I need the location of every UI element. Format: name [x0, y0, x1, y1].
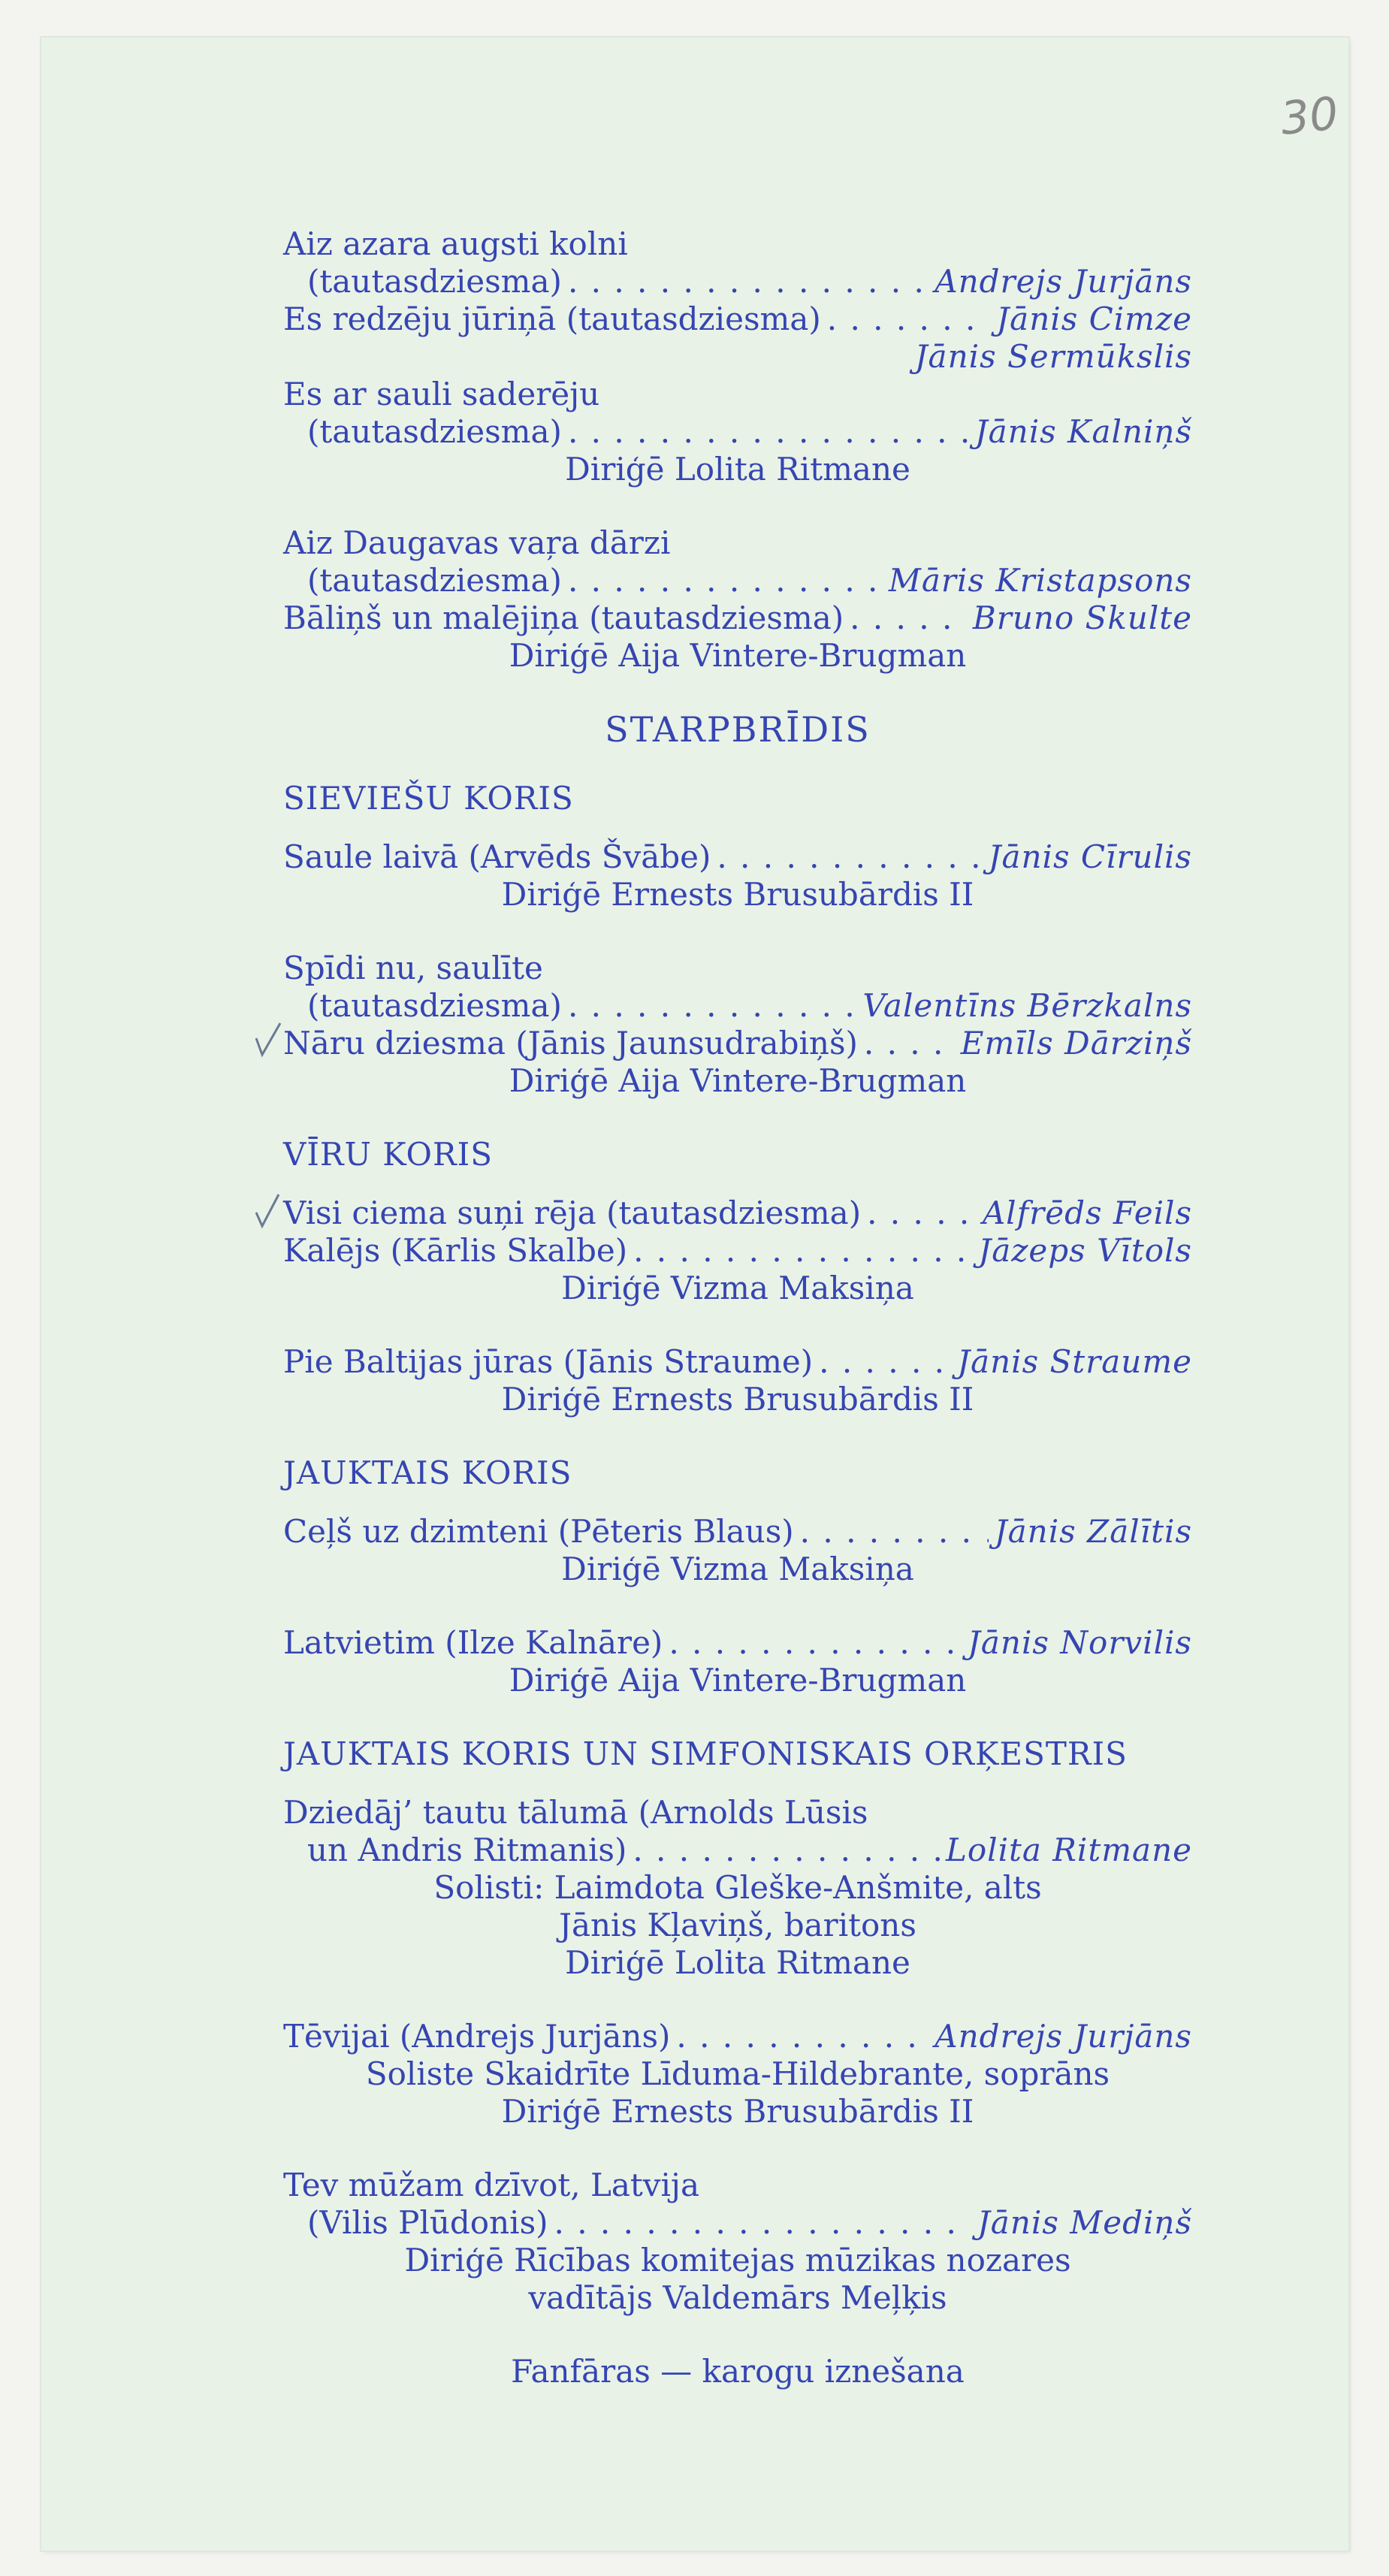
composer: Jānis Zālītis — [994, 1513, 1192, 1550]
leader-dots — [827, 300, 991, 338]
composer: Jānis Cimze — [996, 300, 1192, 337]
soloist: Soliste Skaidrīte Līduma-Hildebrante, soprāns — [365, 2055, 1110, 2092]
item-title: Pie Baltijas jūras (Jānis Straume) — [283, 1343, 814, 1380]
item-title: Aiz Daugavas vaŗa dārzi — [283, 524, 671, 561]
womens-choir-heading: SIEVIEŠU KORIS — [283, 780, 574, 817]
conductor-line — [283, 1381, 1192, 1418]
conductor: Diriģē Rīcības komitejas mūzikas nozares — [404, 2242, 1071, 2279]
leader-dots — [568, 263, 929, 300]
program-item-title — [283, 1794, 1192, 1832]
composer: Jānis Sermūkslis — [914, 338, 1192, 375]
composer: Andrejs Jurjāns — [935, 2018, 1192, 2055]
mixed-choir-heading: JAUKTAIS KORIS — [283, 1454, 572, 1491]
conductor: Diriģē Lolita Ritmane — [565, 1944, 910, 1981]
page-number: 30 — [1278, 87, 1341, 146]
program-item-title — [283, 376, 1192, 413]
item-title: Es redzēju jūriņā (tautasdziesma) — [283, 300, 821, 337]
checkmark-icon — [253, 1022, 283, 1059]
item-title: Saule laivā (Arvēds Švābe) — [283, 838, 711, 875]
program-item-line — [283, 263, 1192, 300]
conductor: Diriģē Ernests Brusubārdis II — [501, 1381, 974, 1418]
program-item-line — [283, 1232, 1192, 1270]
item-subtitle: (tautasdziesma) — [307, 562, 562, 599]
conductor-line — [283, 2279, 1192, 2317]
conductor: Diriģē Vizma Maksiņa — [561, 1551, 914, 1587]
soloists-line — [283, 1869, 1192, 1907]
conductor-line — [283, 876, 1192, 914]
program-item-line — [283, 1832, 1192, 1869]
leader-dots — [568, 987, 856, 1025]
conductor-line — [283, 2093, 1192, 2131]
leader-dots — [633, 1232, 972, 1270]
item-title: Es ar sauli saderēju — [283, 376, 600, 412]
item-title: Tev mūžam dzīvot, Latvija — [283, 2167, 699, 2203]
program-item-line — [283, 1624, 1192, 1662]
item-title: Tēvijai (Andrejs Jurjāns) — [283, 2018, 671, 2055]
checkmark-icon — [253, 1191, 283, 1229]
item-title: Kalējs (Kārlis Skalbe) — [283, 1232, 628, 1269]
item-title: Bāliņš un malējiņa (tautasdziesma) — [283, 599, 844, 636]
mens-choir-heading: VĪRU KORIS — [283, 1136, 493, 1173]
conductor: Diriģē Aija Vintere-Brugman — [509, 637, 967, 674]
leader-dots — [676, 2018, 929, 2055]
program-item-line — [283, 300, 1192, 338]
section-heading — [283, 1735, 1192, 1773]
composer: Valentīns Bērzkalns — [862, 987, 1192, 1024]
item-title: Spīdi nu, saulīte — [283, 950, 543, 986]
leader-dots — [864, 1025, 955, 1062]
composer: Alfrēds Feils — [982, 1194, 1192, 1231]
conductor: Diriģē Aija Vintere-Brugman — [509, 1662, 967, 1699]
item-title: Aiz azara augsti kolni — [283, 225, 628, 262]
composer: Jānis Straume — [957, 1343, 1192, 1380]
conductor-line — [283, 1662, 1192, 1699]
item-subtitle: (tautasdziesma) — [307, 987, 562, 1024]
conductor-line — [283, 1551, 1192, 1588]
program-item-line — [283, 562, 1192, 599]
item-title: Latvietim (Ilze Kalnāre) — [283, 1624, 663, 1661]
item-subtitle: un Andris Ritmanis) — [307, 1832, 627, 1868]
program-item-line — [283, 1513, 1192, 1551]
finale: Fanfāras — karogu iznešana — [511, 2353, 965, 2390]
composer: Māris Kristapsons — [888, 562, 1192, 599]
program-item-title — [283, 524, 1192, 562]
composer: Jānis Kalniņš — [974, 413, 1192, 450]
conductor: vadītājs Valdemārs Meļķis — [528, 2279, 947, 2316]
composer: Lolita Ritmane — [945, 1832, 1192, 1868]
conductor-line — [283, 2242, 1192, 2279]
conductor: Diriģē Vizma Maksiņa — [561, 1270, 914, 1306]
leader-dots — [800, 1513, 989, 1551]
conductor: Diriģē Aija Vintere-Brugman — [509, 1062, 967, 1099]
conductor: Diriģē Ernests Brusubārdis II — [501, 876, 974, 913]
soloists-line — [283, 2055, 1192, 2093]
intermission-label: STARPBRĪDIS — [605, 709, 871, 750]
item-title: Ceļš uz dzimteni (Pēteris Blaus) — [283, 1513, 794, 1550]
composer: Jānis Mediņš — [977, 2204, 1192, 2241]
choir-orchestra-heading: JAUKTAIS KORIS UN SIMFONISKAIS ORĶESTRIS — [283, 1735, 1128, 1772]
item-title: Nāru dziesma (Jānis Jaunsudrabiņš) — [283, 1025, 858, 1062]
program-item-line — [283, 413, 1192, 451]
leader-dots — [568, 562, 883, 599]
conductor-line — [283, 451, 1192, 488]
program-item-title — [283, 225, 1192, 263]
section-heading — [283, 1454, 1192, 1492]
conductor-line — [283, 1062, 1192, 1100]
conductor-line — [283, 1270, 1192, 1307]
program-item-line — [283, 987, 1192, 1025]
composer: Jāzeps Vītols — [978, 1232, 1192, 1269]
section-heading — [283, 780, 1192, 817]
conductor-line — [283, 637, 1192, 675]
leader-dots — [669, 1624, 962, 1662]
conductor: Diriģē Lolita Ritmane — [565, 451, 910, 488]
program-item-line — [283, 338, 1192, 376]
program-item-line — [283, 1194, 1192, 1232]
program-item-line — [283, 2204, 1192, 2242]
leader-dots — [568, 413, 969, 451]
program-item-line — [283, 1343, 1192, 1381]
leader-dots — [850, 599, 967, 637]
leader-dots — [633, 1832, 940, 1869]
item-subtitle: (tautasdziesma) — [307, 413, 562, 450]
section-heading — [283, 1136, 1192, 1173]
soloists-line — [283, 1907, 1192, 1944]
soloists: Solisti: Laimdota Gleške-Anšmite, alts — [433, 1869, 1042, 1906]
program-item-title — [283, 2167, 1192, 2204]
composer: Andrejs Jurjāns — [935, 263, 1192, 300]
program-item-line — [283, 2018, 1192, 2055]
composer: Jānis Cīrulis — [988, 838, 1192, 875]
program-item-title — [283, 950, 1192, 987]
leader-dots — [819, 1343, 951, 1381]
program-item-line — [283, 1025, 1192, 1062]
composer: Bruno Skulte — [972, 599, 1192, 636]
conductor-line — [283, 1944, 1192, 1982]
item-subtitle: (Vilis Plūdonis) — [307, 2204, 548, 2241]
leader-dots — [867, 1194, 977, 1232]
item-subtitle: (tautasdziesma) — [307, 263, 562, 300]
program-page — [41, 38, 1348, 2550]
leader-dots — [554, 2204, 971, 2242]
soloist: Jānis Kļaviņš, baritons — [559, 1907, 916, 1943]
finale-line — [283, 2353, 1192, 2390]
item-title: Visi ciema suņi rēja (tautasdziesma) — [283, 1194, 862, 1231]
item-title: Dziedāj’ tautu tālumā (Arnolds Lūsis — [283, 1794, 868, 1831]
conductor: Diriģē Ernests Brusubārdis II — [501, 2093, 974, 2130]
composer: Emīls Dārziņš — [960, 1025, 1192, 1062]
leader-dots — [717, 838, 982, 876]
program-item-line — [283, 599, 1192, 637]
intermission-heading — [283, 711, 1192, 759]
program-content — [283, 225, 1192, 2390]
composer: Jānis Norvilis — [968, 1624, 1192, 1661]
program-item-line — [283, 838, 1192, 876]
